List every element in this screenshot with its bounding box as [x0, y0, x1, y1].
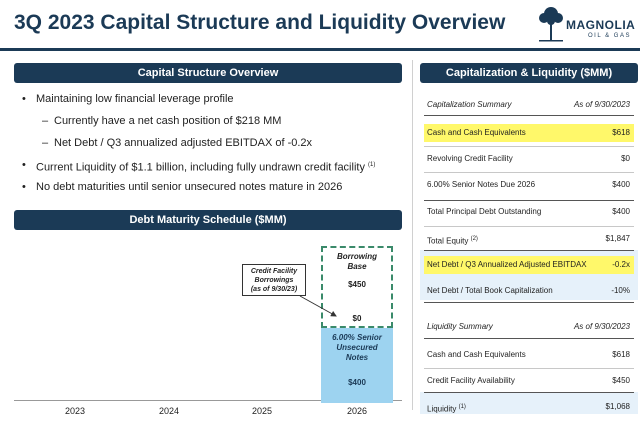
bullet-marker: • [22, 93, 26, 105]
row-divider [424, 338, 634, 339]
table-row [424, 150, 634, 168]
row-value: $1,068 [605, 402, 630, 411]
row-value: $0 [621, 154, 630, 163]
row-divider [424, 172, 634, 173]
row-label: Cash and Cash Equivalents [427, 128, 526, 137]
borrowing-base-label-line: Borrowing [337, 252, 377, 261]
row-divider [424, 392, 634, 393]
debt-maturity-header: Debt Maturity Schedule ($MM) [14, 210, 402, 230]
title-divider [0, 48, 640, 51]
footnote-marker: (2) [470, 236, 478, 242]
row-label [427, 398, 466, 419]
credit-facility-drawn-value: $0 [352, 314, 362, 323]
row-label: Credit Facility Availability [427, 376, 515, 385]
row-divider [424, 250, 634, 251]
row-label: Revolving Credit Facility [427, 154, 513, 163]
row-divider [424, 146, 634, 147]
credit-facility-callout [242, 264, 306, 296]
row-label: Cash and Cash Equivalents [427, 350, 526, 359]
table-row [424, 203, 634, 221]
senior-notes-label-line: 6.00% Senior [332, 333, 382, 342]
logo-subtitle: OIL & GAS [588, 33, 631, 39]
row-divider [424, 115, 634, 116]
magnolia-tree-icon [536, 4, 566, 42]
table-row [424, 282, 634, 300]
borrowing-base-label-line: Base [347, 262, 367, 271]
bullet-text: Currently have a net cash position of $218 MM [54, 115, 282, 127]
bullet-marker: • [22, 159, 26, 171]
company-logo [536, 4, 636, 44]
bullet-text: Net Debt / Q3 annualized adjusted EBITDAX of -0.2x [54, 137, 313, 149]
table-row [424, 398, 634, 416]
row-divider [424, 302, 634, 303]
bullet-marker: • [22, 181, 26, 193]
table-row [424, 372, 634, 390]
senior-notes-label [321, 333, 393, 363]
bullet-text-main: Current Liquidity of $1.1 billion, including fully undrawn credit facility [36, 161, 365, 174]
row-label-text: Liquidity [427, 404, 457, 414]
x-tick-label: 2026 [346, 406, 368, 416]
row-value: $450 [612, 376, 630, 385]
bullet-marker: – [42, 137, 49, 149]
row-label: Net Debt / Q3 Annualized Adjusted EBITDAX [427, 260, 587, 269]
bullet-text: No debt maturities until senior unsecured notes mature in 2026 [36, 181, 343, 193]
bullet-item [22, 158, 402, 180]
row-value: -0.2x [612, 260, 630, 269]
cap-summary-title: Capitalization Summary [427, 100, 512, 109]
bullet-item [22, 92, 402, 114]
liq-summary-date: As of 9/30/2023 [573, 322, 630, 331]
capital-structure-header: Capital Structure Overview [14, 63, 402, 83]
logo-wordmark: MAGNOLIA [566, 18, 636, 32]
callout-line: (as of 9/30/23) [250, 286, 298, 293]
senior-notes-bar [321, 328, 393, 403]
footnote-marker: (1) [458, 404, 466, 410]
senior-notes-label-line: Unsecured [336, 343, 378, 352]
row-value: $618 [612, 128, 630, 137]
bullet-text: Maintaining low financial leverage profile [36, 93, 234, 105]
table-row [424, 176, 634, 194]
row-value: $618 [612, 350, 630, 359]
x-tick-label: 2025 [251, 406, 273, 416]
borrowing-base-label [323, 252, 391, 272]
column-divider [412, 60, 413, 410]
borrowing-base-value: $450 [348, 280, 366, 289]
title-bar [0, 0, 640, 52]
bullet-item [22, 136, 402, 158]
capital-structure-bullets [22, 92, 402, 202]
bullet-text [36, 158, 375, 175]
bullet-marker: – [42, 115, 49, 127]
x-tick-label: 2023 [64, 406, 86, 416]
row-value: $400 [612, 207, 630, 216]
table-header-row [424, 96, 634, 114]
table-row [424, 346, 634, 364]
table-header-row [424, 318, 634, 336]
cap-summary-date: As of 9/30/2023 [573, 100, 630, 109]
x-tick-label: 2024 [158, 406, 180, 416]
row-label [427, 230, 478, 251]
senior-notes-value: $400 [348, 378, 366, 387]
table-row [424, 230, 634, 248]
row-value: $1,847 [605, 234, 630, 243]
row-divider [424, 368, 634, 369]
row-label: Total Principal Debt Outstanding [427, 207, 542, 216]
row-divider [424, 226, 634, 227]
capitalization-liquidity-header: Capitalization & Liquidity ($MM) [420, 63, 638, 83]
row-label: Net Debt / Total Book Capitalization [427, 286, 553, 295]
row-value: -10% [611, 286, 630, 295]
row-label: 6.00% Senior Notes Due 2026 [427, 180, 536, 189]
footnote-marker: (1) [368, 162, 376, 168]
bullet-item [22, 180, 402, 202]
liq-summary-title: Liquidity Summary [427, 322, 493, 331]
row-divider [424, 200, 634, 201]
table-row [424, 256, 634, 274]
bullet-item [22, 114, 402, 136]
row-label-text: Total Equity [427, 236, 469, 246]
table-row [424, 124, 634, 142]
senior-notes-label-line: Notes [345, 353, 369, 362]
page-title: 3Q 2023 Capital Structure and Liquidity Overview [14, 11, 506, 34]
callout-line: Credit Facility [250, 268, 298, 275]
callout-line: Borrowings [254, 277, 294, 284]
row-value: $400 [612, 180, 630, 189]
